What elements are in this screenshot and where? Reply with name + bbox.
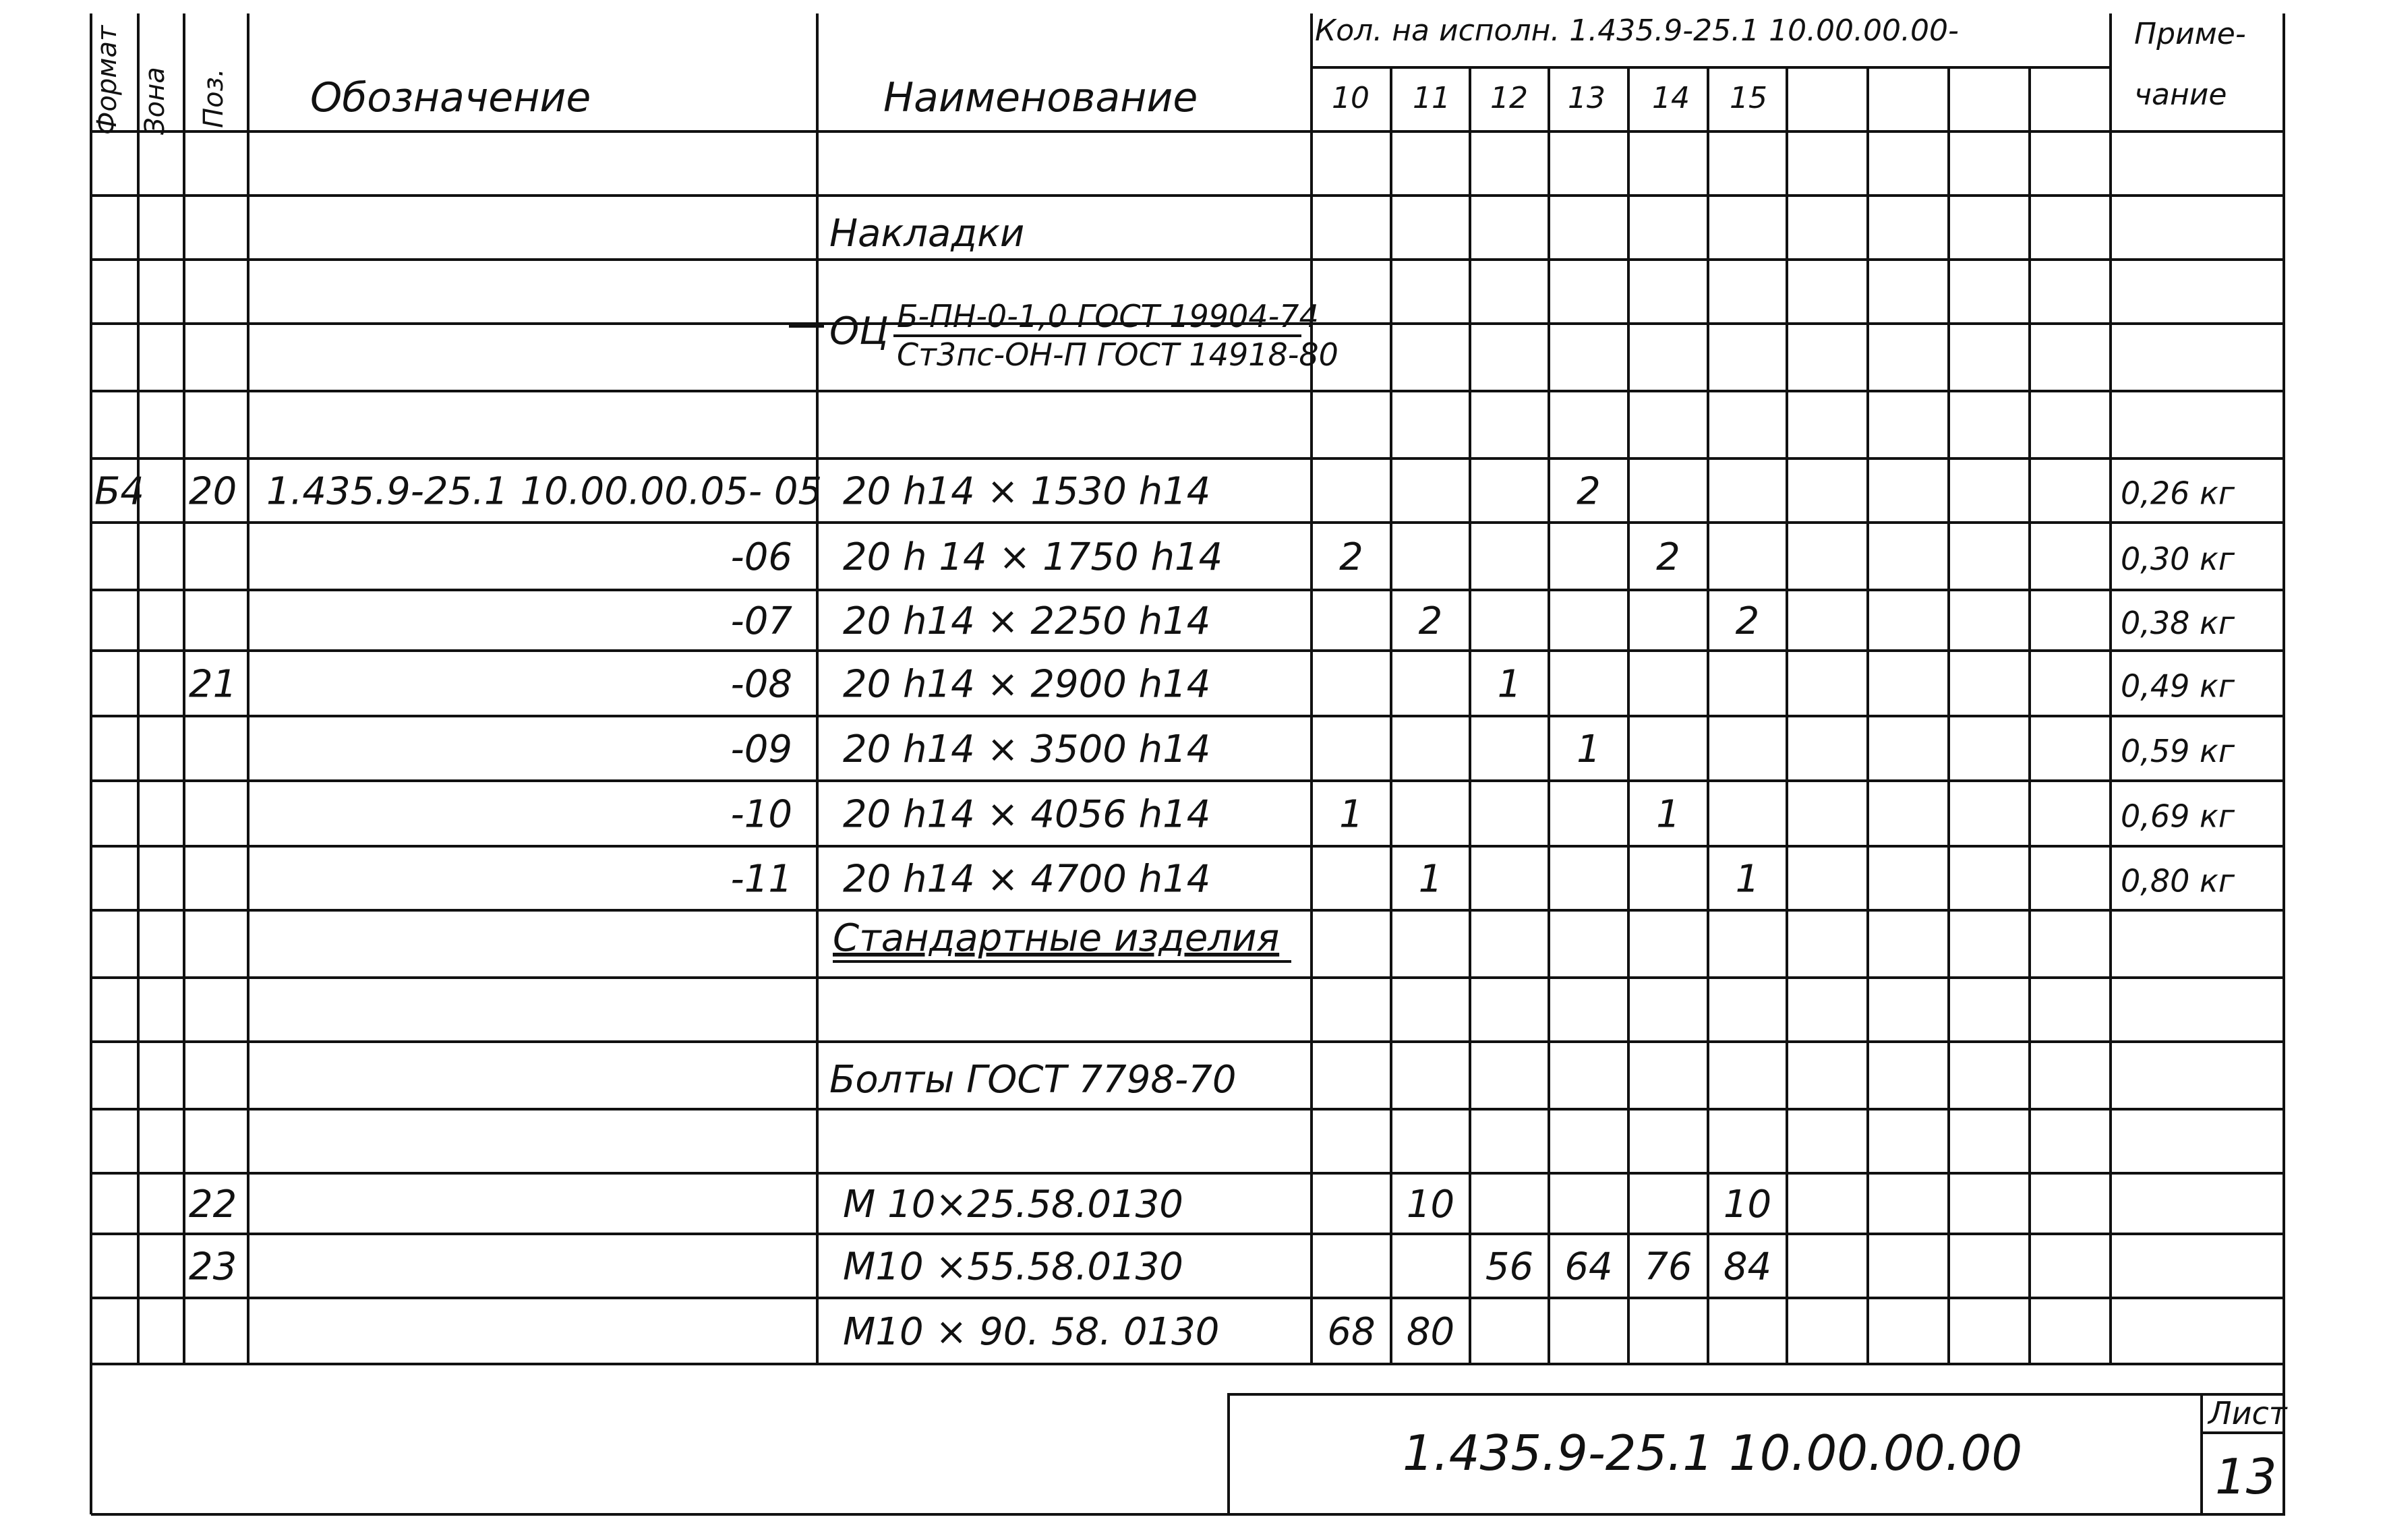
row-designation: -06	[730, 535, 792, 579]
row-qty-15: 10	[1723, 1183, 1772, 1226]
row-note: 0,30 кг	[2121, 541, 2235, 577]
row-designation: -10	[730, 792, 792, 837]
row-designation: -07	[730, 599, 792, 643]
row-position: 22	[189, 1183, 237, 1226]
row-qty-15: 2	[1735, 599, 1760, 643]
row-name: 20 h14 × 4056 h14	[843, 792, 1211, 837]
table-rows	[94, 470, 2235, 1355]
row-note: 0,80 кг	[2121, 862, 2235, 899]
row-note: 0,59 кг	[2121, 733, 2235, 769]
row-qty-13: 2	[1577, 469, 1601, 514]
row-qty-10: 2	[1339, 535, 1363, 579]
row-format: Б4	[94, 469, 145, 514]
row-qty-13: 1	[1577, 728, 1601, 771]
sheet-label: Лист	[2208, 1395, 2287, 1431]
material-bottom: Ст3пс-ОН-П ГОСТ 14918-80	[897, 336, 1338, 373]
row-name: 20 h14 × 1530 h14	[843, 469, 1211, 514]
row-note: 0,38 кг	[2121, 605, 2235, 641]
section-labels	[789, 212, 1338, 1102]
row-name: М10 × 90. 58. 0130	[843, 1310, 1220, 1354]
row-qty-14: 76	[1644, 1245, 1692, 1289]
doc-number: 1.435.9-25.1 10.00.00.00	[1403, 1425, 2023, 1481]
row-position: 20	[189, 469, 237, 514]
header-zone: Зона	[140, 67, 171, 135]
header-name: Наименование	[883, 74, 1198, 121]
row-name: М 10×25.58.0130	[843, 1183, 1183, 1226]
row-name: 20 h14 × 2900 h14	[843, 662, 1211, 707]
row-designation: 1.435.9-25.1 10.00.00.05- 05	[266, 469, 823, 514]
row-qty-15: 84	[1723, 1245, 1772, 1289]
header-pos: Поз.	[198, 68, 229, 128]
row-qty-11: 80	[1406, 1310, 1455, 1354]
row-designation: -09	[730, 728, 792, 771]
header-note-2: чание	[2134, 78, 2227, 112]
row-designation: -11	[730, 857, 792, 901]
row-qty-15: 1	[1735, 857, 1760, 901]
row-qty-10: 1	[1339, 792, 1363, 837]
row-position: 23	[189, 1245, 237, 1289]
row-position: 21	[189, 662, 237, 707]
title-block	[1229, 1394, 2288, 1514]
row-qty-11: 1	[1418, 857, 1443, 901]
row-note: 0,49 кг	[2121, 668, 2235, 705]
section-standard: Стандартные изделия	[833, 916, 1280, 960]
table-header	[92, 13, 2246, 135]
row-name: 20 h 14 × 1750 h14	[843, 535, 1223, 579]
material-top: Б-ПН-0-1,0 ГОСТ 19904-74	[897, 298, 1319, 334]
row-qty-14: 1	[1656, 792, 1680, 837]
row-note: 0,69 кг	[2121, 798, 2235, 835]
variant-14: 14	[1652, 81, 1690, 115]
row-name: 20 h14 × 4700 h14	[843, 857, 1211, 901]
header-qty: Кол. на исполн. 1.435.9-25.1 10.00.00.00-	[1315, 13, 1959, 48]
sheet-number: 13	[2215, 1448, 2277, 1505]
row-qty-14: 2	[1656, 535, 1680, 579]
variant-12: 12	[1490, 81, 1528, 115]
row-qty-12: 1	[1497, 662, 1522, 707]
variant-10: 10	[1332, 81, 1370, 115]
row-qty-11: 2	[1418, 599, 1443, 643]
header-format: Формат	[92, 25, 123, 135]
row-qty-10: 68	[1327, 1310, 1376, 1354]
row-note: 0,26 кг	[2121, 475, 2235, 512]
variant-13: 13	[1568, 81, 1606, 115]
row-name: 20 h14 × 3500 h14	[843, 728, 1211, 771]
row-qty-11: 10	[1406, 1183, 1455, 1226]
section-overlays: Накладки	[829, 212, 1025, 256]
row-name: М10 ×55.58.0130	[843, 1245, 1183, 1289]
row-name: 20 h14 × 2250 h14	[843, 599, 1211, 643]
header-note-1: Приме-	[2134, 17, 2246, 51]
header-designation: Обозначение	[310, 74, 591, 121]
section-bolts: Болты ГОСТ 7798-70	[829, 1058, 1237, 1102]
variant-11: 11	[1413, 81, 1450, 115]
variant-15: 15	[1730, 81, 1767, 115]
material-prefix: ОЦ	[829, 309, 889, 353]
row-designation: -08	[730, 662, 792, 707]
row-qty-12: 56	[1485, 1245, 1534, 1289]
row-qty-13: 64	[1564, 1245, 1613, 1289]
